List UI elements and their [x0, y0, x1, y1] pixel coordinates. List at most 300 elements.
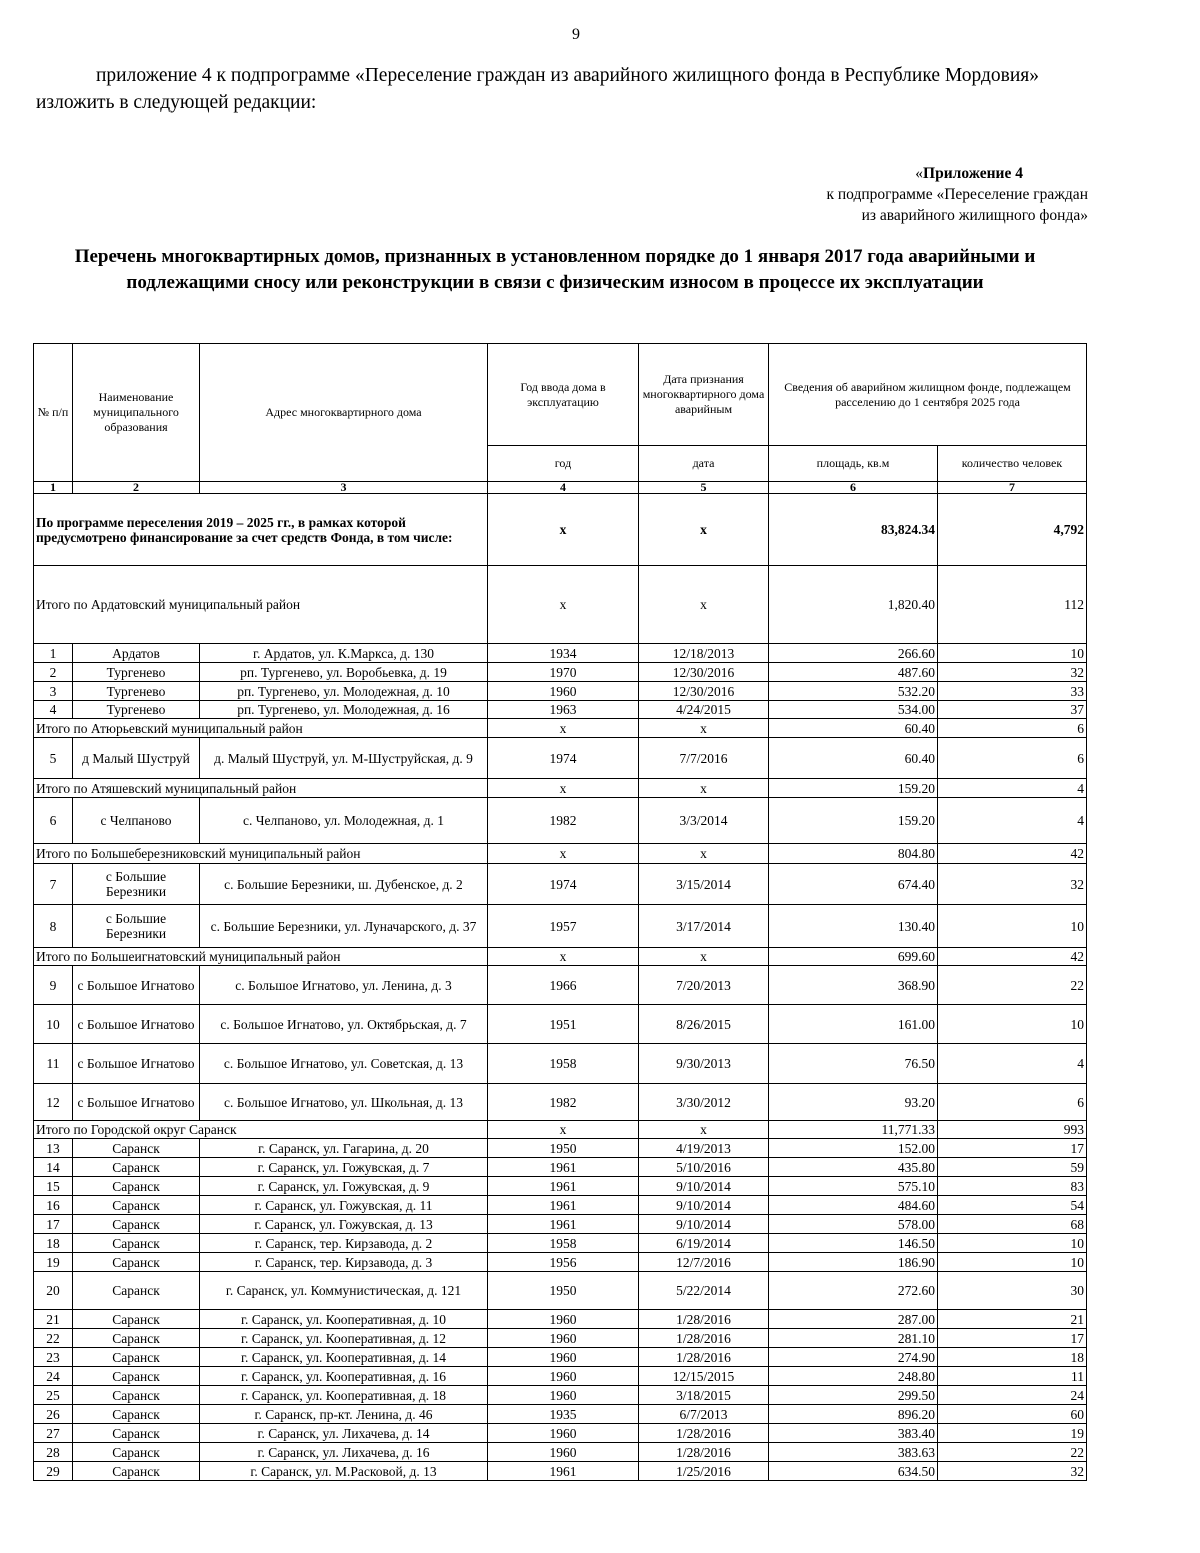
appendix-note	[826, 163, 1088, 226]
table-row	[34, 663, 1087, 682]
address-cell: г. Саранск, ул. Коммунистическая, д. 121	[200, 1272, 488, 1310]
year-cell: 1960	[488, 1386, 639, 1405]
year-cell: 1966	[488, 966, 639, 1005]
table-row	[34, 1177, 1087, 1196]
people-cell: 18	[938, 1348, 1087, 1367]
row-number: 19	[34, 1253, 73, 1272]
year-cell: 1935	[488, 1405, 639, 1424]
address-cell: г. Саранск, ул. Лихачева, д. 16	[200, 1443, 488, 1462]
document-title: Перечень многоквартирных домов, признанных в установленном порядке до 1 января 2017 года аварийными и подлежащими сносу или реконструкции в связи с физическим износом в процессе их эксплуатации	[74, 246, 1036, 293]
date-cell: 12/18/2013	[639, 644, 769, 663]
row-number: 1	[34, 644, 73, 663]
row-number: 8	[34, 905, 73, 948]
row-number: 18	[34, 1234, 73, 1253]
address-cell: с. Большие Березники, ул. Луначарского, д. 37	[200, 905, 488, 948]
date-cell: 4/24/2015	[639, 701, 769, 719]
total-label: Итого по Большеберезниковский муниципальный район	[34, 844, 488, 864]
municipality-cell: Саранск	[73, 1272, 200, 1310]
header-date-col: Дата признания многоквартирного дома аварийным	[639, 344, 769, 446]
area-cell: 83,824.34	[769, 494, 938, 566]
year-cell: x	[488, 719, 639, 738]
address-cell: г. Саранск, ул. Кооперативная, д. 18	[200, 1386, 488, 1405]
row-number: 14	[34, 1158, 73, 1177]
table-row	[34, 1348, 1087, 1367]
address-cell: с. Большие Березники, ш. Дубенское, д. 2	[200, 864, 488, 905]
date-cell: x	[639, 494, 769, 566]
area-cell: 634.50	[769, 1462, 938, 1481]
table-row	[34, 738, 1087, 779]
district-total-row	[34, 719, 1087, 738]
year-cell: 1961	[488, 1196, 639, 1215]
total-label: Итого по Большеигнатовский муниципальный район	[34, 948, 488, 966]
date-cell: 12/15/2015	[639, 1367, 769, 1386]
municipality-cell: Саранск	[73, 1348, 200, 1367]
municipality-cell: Тургенево	[73, 663, 200, 682]
date-cell: x	[639, 1121, 769, 1139]
people-cell: 10	[938, 644, 1087, 663]
table-row	[34, 1005, 1087, 1044]
area-cell: 1,820.40	[769, 566, 938, 644]
header-no: № п/п	[34, 344, 73, 482]
address-cell: с. Большое Игнатово, ул. Школьная, д. 13	[200, 1084, 488, 1121]
municipality-cell: Саранск	[73, 1367, 200, 1386]
year-cell: 1982	[488, 1084, 639, 1121]
area-cell: 93.20	[769, 1084, 938, 1121]
table-row	[34, 1234, 1087, 1253]
municipality-cell: Саранск	[73, 1139, 200, 1158]
year-cell: 1950	[488, 1272, 639, 1310]
header-area: площадь, кв.м	[769, 446, 938, 482]
area-cell: 161.00	[769, 1005, 938, 1044]
col-number: 4	[488, 482, 639, 494]
table-row	[34, 1139, 1087, 1158]
people-cell: 4	[938, 779, 1087, 798]
table-row	[34, 798, 1087, 844]
municipality-cell: Саранск	[73, 1405, 200, 1424]
municipality-cell: с Большие Березники	[73, 905, 200, 948]
year-cell: 1934	[488, 644, 639, 663]
col-number: 6	[769, 482, 938, 494]
col-number: 2	[73, 482, 200, 494]
table-row	[34, 1424, 1087, 1443]
table-row	[34, 701, 1087, 719]
year-cell: 1960	[488, 1329, 639, 1348]
address-cell: рп. Тургенево, ул. Молодежная, д. 16	[200, 701, 488, 719]
row-number: 29	[34, 1462, 73, 1481]
people-cell: 32	[938, 1462, 1087, 1481]
area-cell: 484.60	[769, 1196, 938, 1215]
column-numbers-row	[34, 482, 1087, 494]
people-cell: 4	[938, 798, 1087, 844]
district-total-row	[34, 566, 1087, 644]
area-cell: 435.80	[769, 1158, 938, 1177]
table-row	[34, 1367, 1087, 1386]
area-cell: 487.60	[769, 663, 938, 682]
row-number: 9	[34, 966, 73, 1005]
row-number: 21	[34, 1310, 73, 1329]
year-cell: 1970	[488, 663, 639, 682]
row-number: 5	[34, 738, 73, 779]
year-cell: 1974	[488, 738, 639, 779]
municipality-cell: Саранск	[73, 1215, 200, 1234]
people-cell: 60	[938, 1405, 1087, 1424]
address-cell: г. Саранск, ул. Кооперативная, д. 14	[200, 1348, 488, 1367]
address-cell: г. Саранск, ул. Гожувская, д. 13	[200, 1215, 488, 1234]
area-cell: 76.50	[769, 1044, 938, 1084]
municipality-cell: с Большое Игнатово	[73, 1005, 200, 1044]
row-number: 17	[34, 1215, 73, 1234]
table-row	[34, 1044, 1087, 1084]
date-cell: 1/28/2016	[639, 1329, 769, 1348]
date-cell: 3/15/2014	[639, 864, 769, 905]
table-row	[34, 1158, 1087, 1177]
table-row	[34, 1462, 1087, 1481]
table-body	[34, 494, 1087, 1481]
municipality-cell: с Большое Игнатово	[73, 1084, 200, 1121]
row-number: 20	[34, 1272, 73, 1310]
table-row	[34, 1405, 1087, 1424]
area-cell: 130.40	[769, 905, 938, 948]
header-year-col: Год ввода дома в эксплуатацию	[488, 344, 639, 446]
date-cell: x	[639, 779, 769, 798]
table-row	[34, 1253, 1087, 1272]
area-cell: 674.40	[769, 864, 938, 905]
date-cell: 12/30/2016	[639, 682, 769, 701]
people-cell: 42	[938, 948, 1087, 966]
area-cell: 60.40	[769, 719, 938, 738]
date-cell: 3/3/2014	[639, 798, 769, 844]
people-cell: 4,792	[938, 494, 1087, 566]
year-cell: 1961	[488, 1462, 639, 1481]
date-cell: 12/7/2016	[639, 1253, 769, 1272]
table-row	[34, 1215, 1087, 1234]
date-cell: 1/28/2016	[639, 1443, 769, 1462]
municipality-cell: с Челпаново	[73, 798, 200, 844]
col-number: 7	[938, 482, 1087, 494]
address-cell: рп. Тургенево, ул. Молодежная, д. 10	[200, 682, 488, 701]
municipality-cell: Саранск	[73, 1196, 200, 1215]
row-number: 6	[34, 798, 73, 844]
year-cell: 1958	[488, 1234, 639, 1253]
people-cell: 10	[938, 1234, 1087, 1253]
address-cell: г. Саранск, ул. М.Расковой, д. 13	[200, 1462, 488, 1481]
area-cell: 146.50	[769, 1234, 938, 1253]
row-number: 12	[34, 1084, 73, 1121]
row-number: 23	[34, 1348, 73, 1367]
date-cell: 9/10/2014	[639, 1215, 769, 1234]
row-number: 25	[34, 1386, 73, 1405]
date-cell: 3/17/2014	[639, 905, 769, 948]
year-cell: x	[488, 844, 639, 864]
district-total-row	[34, 779, 1087, 798]
date-cell: 12/30/2016	[639, 663, 769, 682]
municipality-cell: д Малый Шуструй	[73, 738, 200, 779]
total-label: Итого по Атюрьевский муниципальный район	[34, 719, 488, 738]
municipality-cell: Саранск	[73, 1386, 200, 1405]
people-cell: 24	[938, 1386, 1087, 1405]
year-cell: 1958	[488, 1044, 639, 1084]
municipality-cell: Саранск	[73, 1234, 200, 1253]
area-cell: 532.20	[769, 682, 938, 701]
address-cell: г. Саранск, ул. Кооперативная, д. 12	[200, 1329, 488, 1348]
address-cell: с. Большое Игнатово, ул. Октябрьская, д. 7	[200, 1005, 488, 1044]
date-cell: 9/10/2014	[639, 1177, 769, 1196]
header-date: дата	[639, 446, 769, 482]
intro-paragraph: приложение 4 к подпрограмме «Переселение граждан из аварийного жилищного фонда в Республике Мордовия» изложить в следующей редакции:	[36, 65, 1039, 113]
table-row	[34, 1443, 1087, 1462]
address-cell: г. Саранск, ул. Гожувская, д. 9	[200, 1177, 488, 1196]
appendix-label: Приложение 4	[923, 165, 1023, 182]
year-cell: 1974	[488, 864, 639, 905]
people-cell: 17	[938, 1139, 1087, 1158]
year-cell: x	[488, 1121, 639, 1139]
date-cell: 7/20/2013	[639, 966, 769, 1005]
address-cell: д. Малый Шуструй, ул. М-Шуструйская, д. 9	[200, 738, 488, 779]
area-cell: 287.00	[769, 1310, 938, 1329]
municipality-cell: Саранск	[73, 1462, 200, 1481]
people-cell: 59	[938, 1158, 1087, 1177]
address-cell: г. Саранск, ул. Кооперативная, д. 16	[200, 1367, 488, 1386]
appendix-line-2: к подпрограмме «Переселение граждан	[826, 186, 1088, 203]
address-cell: г. Саранск, ул. Гагарина, д. 20	[200, 1139, 488, 1158]
header-address: Адрес многоквартирного дома	[200, 344, 488, 482]
row-number: 26	[34, 1405, 73, 1424]
area-cell: 159.20	[769, 798, 938, 844]
year-cell: 1957	[488, 905, 639, 948]
people-cell: 68	[938, 1215, 1087, 1234]
year-cell: 1956	[488, 1253, 639, 1272]
date-cell: 3/18/2015	[639, 1386, 769, 1405]
people-cell: 42	[938, 844, 1087, 864]
people-cell: 6	[938, 719, 1087, 738]
area-cell: 368.90	[769, 966, 938, 1005]
row-number: 10	[34, 1005, 73, 1044]
address-cell: г. Саранск, тер. Кирзавода, д. 2	[200, 1234, 488, 1253]
address-cell: г. Саранск, ул. Кооперативная, д. 10	[200, 1310, 488, 1329]
col-number: 5	[639, 482, 769, 494]
municipality-cell: Саранск	[73, 1253, 200, 1272]
people-cell: 22	[938, 966, 1087, 1005]
table-row	[34, 1084, 1087, 1121]
date-cell: 5/22/2014	[639, 1272, 769, 1310]
row-number: 3	[34, 682, 73, 701]
table-row	[34, 1386, 1087, 1405]
district-total-row	[34, 948, 1087, 966]
area-cell: 896.20	[769, 1405, 938, 1424]
address-cell: г. Саранск, ул. Гожувская, д. 11	[200, 1196, 488, 1215]
row-number: 7	[34, 864, 73, 905]
municipality-cell: Саранск	[73, 1177, 200, 1196]
address-cell: рп. Тургенево, ул. Воробьевка, д. 19	[200, 663, 488, 682]
year-cell: 1960	[488, 1424, 639, 1443]
date-cell: 6/7/2013	[639, 1405, 769, 1424]
header-people: количество человек	[938, 446, 1087, 482]
area-cell: 159.20	[769, 779, 938, 798]
date-cell: 9/10/2014	[639, 1196, 769, 1215]
address-cell: г. Саранск, ул. Гожувская, д. 7	[200, 1158, 488, 1177]
people-cell: 6	[938, 1084, 1087, 1121]
total-label: По программе переселения 2019 – 2025 гг., в рамках которой предусмотрено финансирование за счет средств Фонда, в том числе:	[34, 494, 488, 566]
table-row	[34, 644, 1087, 663]
address-cell: с. Большое Игнатово, ул. Ленина, д. 3	[200, 966, 488, 1005]
table-row	[34, 1310, 1087, 1329]
municipality-cell: Тургенево	[73, 701, 200, 719]
row-number: 13	[34, 1139, 73, 1158]
people-cell: 83	[938, 1177, 1087, 1196]
people-cell: 10	[938, 1005, 1087, 1044]
people-cell: 32	[938, 864, 1087, 905]
municipality-cell: Саранск	[73, 1310, 200, 1329]
table-row	[34, 905, 1087, 948]
date-cell: 4/19/2013	[639, 1139, 769, 1158]
municipality-cell: с Большое Игнатово	[73, 966, 200, 1005]
year-cell: 1963	[488, 701, 639, 719]
municipality-cell: Саранск	[73, 1158, 200, 1177]
area-cell: 534.00	[769, 701, 938, 719]
people-cell: 17	[938, 1329, 1087, 1348]
address-cell: г. Саранск, тер. Кирзавода, д. 3	[200, 1253, 488, 1272]
people-cell: 33	[938, 682, 1087, 701]
total-label: Итого по Атяшевский муниципальный район	[34, 779, 488, 798]
area-cell: 60.40	[769, 738, 938, 779]
appendix-line-3: из аварийного жилищного фонда»	[861, 207, 1088, 224]
address-cell: г. Ардатов, ул. К.Маркса, д. 130	[200, 644, 488, 663]
table-row	[34, 1272, 1087, 1310]
row-number: 15	[34, 1177, 73, 1196]
row-number: 24	[34, 1367, 73, 1386]
header-year: год	[488, 446, 639, 482]
municipality-cell: Саранск	[73, 1424, 200, 1443]
municipality-cell: Ардатов	[73, 644, 200, 663]
area-cell: 383.63	[769, 1443, 938, 1462]
year-cell: 1951	[488, 1005, 639, 1044]
people-cell: 112	[938, 566, 1087, 644]
area-cell: 274.90	[769, 1348, 938, 1367]
col-number: 3	[200, 482, 488, 494]
year-cell: 1960	[488, 1310, 639, 1329]
year-cell: 1960	[488, 682, 639, 701]
address-cell: с. Челпаново, ул. Молодежная, д. 1	[200, 798, 488, 844]
total-label: Итого по Городской округ Саранск	[34, 1121, 488, 1139]
people-cell: 10	[938, 905, 1087, 948]
district-total-row	[34, 1121, 1087, 1139]
year-cell: 1960	[488, 1443, 639, 1462]
date-cell: 8/26/2015	[639, 1005, 769, 1044]
people-cell: 4	[938, 1044, 1087, 1084]
municipality-cell: Тургенево	[73, 682, 200, 701]
date-cell: x	[639, 719, 769, 738]
date-cell: 1/25/2016	[639, 1462, 769, 1481]
area-cell: 272.60	[769, 1272, 938, 1310]
year-cell: 1961	[488, 1177, 639, 1196]
date-cell: 5/10/2016	[639, 1158, 769, 1177]
date-cell: 9/30/2013	[639, 1044, 769, 1084]
area-cell: 11,771.33	[769, 1121, 938, 1139]
people-cell: 6	[938, 738, 1087, 779]
people-cell: 11	[938, 1367, 1087, 1386]
row-number: 27	[34, 1424, 73, 1443]
date-cell: 1/28/2016	[639, 1424, 769, 1443]
municipality-cell: с Большое Игнатово	[73, 1044, 200, 1084]
municipality-cell: Саранск	[73, 1329, 200, 1348]
date-cell: 1/28/2016	[639, 1348, 769, 1367]
people-cell: 21	[938, 1310, 1087, 1329]
area-cell: 578.00	[769, 1215, 938, 1234]
year-cell: 1950	[488, 1139, 639, 1158]
address-cell: с. Большое Игнатово, ул. Советская, д. 13	[200, 1044, 488, 1084]
row-number: 2	[34, 663, 73, 682]
year-cell: 1960	[488, 1348, 639, 1367]
date-cell: 6/19/2014	[639, 1234, 769, 1253]
row-number: 16	[34, 1196, 73, 1215]
area-cell: 804.80	[769, 844, 938, 864]
area-cell: 281.10	[769, 1329, 938, 1348]
area-cell: 152.00	[769, 1139, 938, 1158]
municipality-cell: с Большие Березники	[73, 864, 200, 905]
people-cell: 993	[938, 1121, 1087, 1139]
table-row	[34, 966, 1087, 1005]
municipality-cell: Саранск	[73, 1443, 200, 1462]
page-number: 9	[572, 26, 580, 43]
row-number: 4	[34, 701, 73, 719]
quote-mark: «	[915, 165, 924, 182]
year-cell: x	[488, 948, 639, 966]
people-cell: 54	[938, 1196, 1087, 1215]
year-cell: x	[488, 779, 639, 798]
row-number: 11	[34, 1044, 73, 1084]
date-cell: 3/30/2012	[639, 1084, 769, 1121]
people-cell: 19	[938, 1424, 1087, 1443]
people-cell: 10	[938, 1253, 1087, 1272]
total-label: Итого по Ардатовский муниципальный район	[34, 566, 488, 644]
address-cell: г. Саранск, ул. Лихачева, д. 14	[200, 1424, 488, 1443]
header-municipality: Наименование муниципального образования	[73, 344, 200, 482]
district-total-row	[34, 844, 1087, 864]
people-cell: 22	[938, 1443, 1087, 1462]
area-cell: 575.10	[769, 1177, 938, 1196]
date-cell: x	[639, 948, 769, 966]
area-cell: 266.60	[769, 644, 938, 663]
program-total-row	[34, 494, 1087, 566]
date-cell: 1/28/2016	[639, 1310, 769, 1329]
area-cell: 186.90	[769, 1253, 938, 1272]
date-cell: x	[639, 566, 769, 644]
table-row	[34, 864, 1087, 905]
year-cell: 1961	[488, 1215, 639, 1234]
housing-table	[33, 343, 1087, 1481]
table-row	[34, 1196, 1087, 1215]
table-row	[34, 1329, 1087, 1348]
address-cell: г. Саранск, пр-кт. Ленина, д. 46	[200, 1405, 488, 1424]
year-cell: x	[488, 494, 639, 566]
date-cell: 7/7/2016	[639, 738, 769, 779]
area-cell: 383.40	[769, 1424, 938, 1443]
row-number: 28	[34, 1443, 73, 1462]
year-cell: 1982	[488, 798, 639, 844]
table-row	[34, 682, 1087, 701]
appendix-line-1	[826, 163, 1023, 184]
people-cell: 32	[938, 663, 1087, 682]
col-number: 1	[34, 482, 73, 494]
area-cell: 699.60	[769, 948, 938, 966]
people-cell: 30	[938, 1272, 1087, 1310]
year-cell: x	[488, 566, 639, 644]
year-cell: 1960	[488, 1367, 639, 1386]
row-number: 22	[34, 1329, 73, 1348]
header-info: Сведения об аварийном жилищном фонде, подлежащем расселению до 1 сентября 2025 года	[769, 344, 1087, 446]
area-cell: 299.50	[769, 1386, 938, 1405]
date-cell: x	[639, 844, 769, 864]
